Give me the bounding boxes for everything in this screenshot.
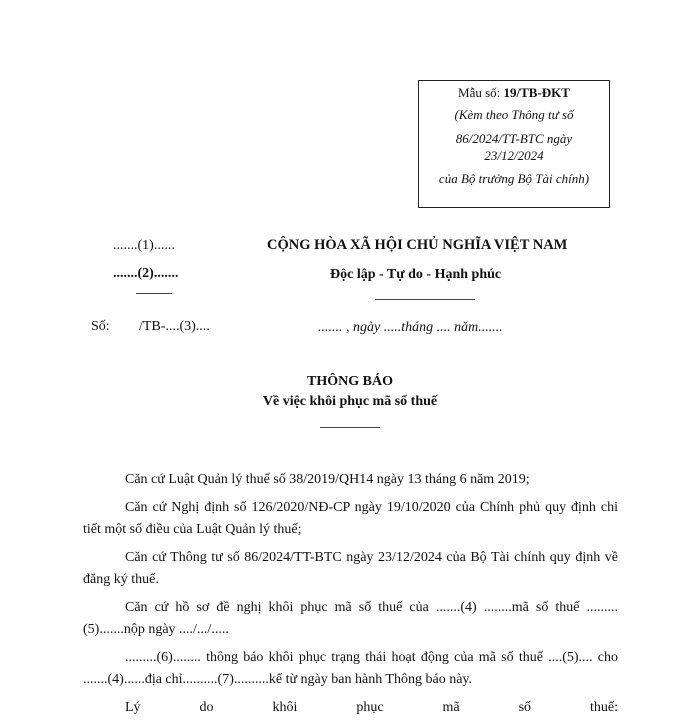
issuing-authority-1: .......(1)...... — [113, 238, 175, 253]
document-number-label: Số: — [91, 319, 110, 334]
issuing-authority-2: .......(2)....... — [113, 266, 179, 281]
place-date-line: ....... , ngày .....tháng .... năm....... — [318, 320, 503, 335]
document-number-value: /TB-....(3).... — [139, 319, 210, 334]
form-box-line3: 23/12/2024 — [484, 148, 544, 163]
form-code — [419, 84, 609, 101]
paragraph-reason: Lý do khôi phục mã số thuế: — [125, 700, 618, 715]
form-number-box — [418, 80, 610, 208]
national-motto: Độc lập - Tự do - Hạnh phúc — [330, 267, 502, 282]
paragraph-legal-basis-decree: Căn cứ Nghị định số 126/2020/NĐ-CP ngày 19/10/2020 của Chính phủ quy định chi tiết một số điều của Luật Quản lý thuế; — [83, 500, 618, 537]
document-body — [83, 469, 618, 725]
form-code-value: 19/TB-ĐKT — [503, 85, 570, 100]
paragraph-legal-basis-law: Căn cứ Luật Quản lý thuế số 38/2019/QH14 ngày 13 tháng 6 năm 2019; — [125, 472, 530, 487]
title-divider — [320, 427, 380, 428]
left-header-divider — [136, 293, 172, 294]
form-box-line1: (Kèm theo Thông tư số — [454, 107, 574, 122]
form-box-line2: 86/2024/TT-BTC ngày — [455, 131, 573, 146]
form-box-line4: của Bộ trưởng Bộ Tài chính) — [438, 171, 590, 186]
form-code-label: Mẫu số: — [458, 85, 501, 100]
paragraph-notice: .........(6)........ thông báo khôi phục trạng thái hoạt động của mã số thuế ....(5).... cho .......(4)......địa chỉ..........(7)..........kể từ ngày ban hành Thông báo này. — [83, 650, 618, 687]
national-title: CỘNG HÒA XÃ HỘI CHỦ NGHĨA VIỆT NAM — [267, 237, 568, 253]
paragraph-application: Căn cứ hồ sơ đề nghị khôi phục mã số thuế của .......(4) ........mã số thuế .........(5).......nộp ngày ..../.../..... — [83, 600, 618, 637]
document-subtitle: Về việc khôi phục mã số thuế — [262, 394, 438, 409]
right-header-divider — [375, 299, 475, 300]
paragraph-legal-basis-circular: Căn cứ Thông tư số 86/2024/TT-BTC ngày 23/12/2024 của Bộ Tài chính quy định về đăng ký thuế. — [83, 550, 618, 587]
document-title: THÔNG BÁO — [307, 374, 393, 389]
